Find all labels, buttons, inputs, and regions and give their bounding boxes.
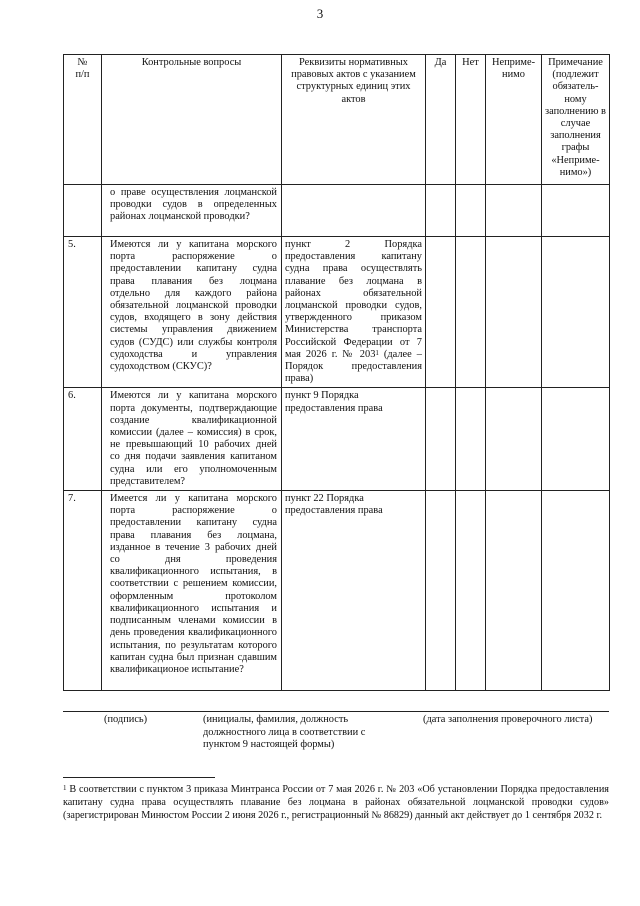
- footnote-text: В соответствии с пунктом 3 приказа Минтранса России от 7 мая 2026 г. № 203 «Об установлении Порядка предоставления капитану судна права осуществлять плавание без лоцмана в районах обязательной лоцманской проводки судов» (зарегистрирован Минюстом России 2 июня 2026 г., регистрационный № 86829) данный акт действует до 1 сентября 2032 г.: [63, 784, 609, 821]
- signature-label: (подпись): [104, 714, 148, 725]
- checklist-table: [63, 54, 610, 691]
- header-reference: Реквизиты нормативных правовых актов с указанием структурных единиц этих актов: [282, 55, 426, 185]
- signature-line: [63, 711, 609, 712]
- row-reference: пункт 9 Порядка предоставления права: [282, 388, 426, 491]
- table-header-row: [64, 55, 610, 185]
- row-question: Имеются ли у капитана морского порта распоряжение о предоставлении капитану судна права плавания без лоцмана отдельно для каждого района обязательной лоцманской проводки судов, входящего в зону действия системы управления движением судов (СУДС) или службы контроля судоходства и управления судоходством (СКУС)?: [102, 237, 282, 388]
- cell-no: [456, 491, 486, 691]
- cell-not-applicable: [486, 388, 542, 491]
- footnote: [63, 784, 609, 822]
- reference-text: пункт 2 Порядка предоставления капитану судна права осуществлять плавание без лоцмана в районах обязательной лоцманской проводки судов, утвержденного приказом Министерства транспорта Российской Федерации от 7 мая 2026 г. № 203: [285, 239, 422, 360]
- page-number: 3: [316, 6, 324, 21]
- footnote-ref: 1: [375, 348, 379, 357]
- cell-note: [542, 185, 610, 237]
- row-number: [64, 185, 102, 237]
- table-row: [64, 185, 610, 237]
- date-label: (дата заполнения проверочного листа): [423, 714, 593, 725]
- cell-not-applicable: [486, 491, 542, 691]
- footnote-marker: 1: [63, 784, 67, 792]
- header-yes: Да: [426, 55, 456, 185]
- header-num: № п/п: [64, 55, 102, 185]
- cell-yes: [426, 237, 456, 388]
- cell-yes: [426, 491, 456, 691]
- header-not-applicable: Неприме- нимо: [486, 55, 542, 185]
- header-no: Нет: [456, 55, 486, 185]
- row-reference: [282, 237, 426, 388]
- cell-note: [542, 237, 610, 388]
- table-row: [64, 388, 610, 491]
- row-question: о праве осуществления лоцманской проводки судов в определенных районах лоцманской проводки?: [102, 185, 282, 237]
- name-position-label: (инициалы, фамилия, должность должностного лица в соответствии с пунктом 9 настоящей формы): [203, 714, 366, 750]
- cell-no: [456, 388, 486, 491]
- footnote-separator: [63, 777, 215, 778]
- header-note: Примечание (подлежит обязатель- ному заполнению в случае заполнения графы «Неприме- нимо»): [542, 55, 610, 185]
- cell-no: [456, 237, 486, 388]
- row-number: 7.: [64, 491, 102, 691]
- row-reference: пункт 22 Порядка предоставления права: [282, 491, 426, 691]
- cell-yes: [426, 388, 456, 491]
- cell-note: [542, 491, 610, 691]
- row-question: Имеются ли у капитана морского порта документы, подтверждающие создание квалификационной комиссии (далее – комиссия) в срок, не превышающий 10 рабочих дней со дня подачи заявления капитаном судна или его уполномоченным представителем?: [102, 388, 282, 491]
- header-question: Контрольные вопросы: [102, 55, 282, 185]
- cell-note: [542, 388, 610, 491]
- row-number: 5.: [64, 237, 102, 388]
- cell-not-applicable: [486, 185, 542, 237]
- cell-no: [456, 185, 486, 237]
- reference-tail: (далее – Порядок предоставления права): [285, 348, 422, 385]
- cell-not-applicable: [486, 237, 542, 388]
- cell-yes: [426, 185, 456, 237]
- table-row: [64, 491, 610, 691]
- table-row: [64, 237, 610, 388]
- row-number: 6.: [64, 388, 102, 491]
- row-reference: [282, 185, 426, 237]
- row-question: Имеется ли у капитана морского порта распоряжение о предоставлении капитану судна права плавания без лоцмана, изданное в течение 3 рабочих дней со дня проведения квалификационного испытания, в соответствии с решением комиссии, оформленным протоколом квалификационного испытания и подписанным членами комиссии в день проведения квалификационного испытания, по результатам которого капитан судна был признан сдавшим квалификационое испытание?: [102, 491, 282, 691]
